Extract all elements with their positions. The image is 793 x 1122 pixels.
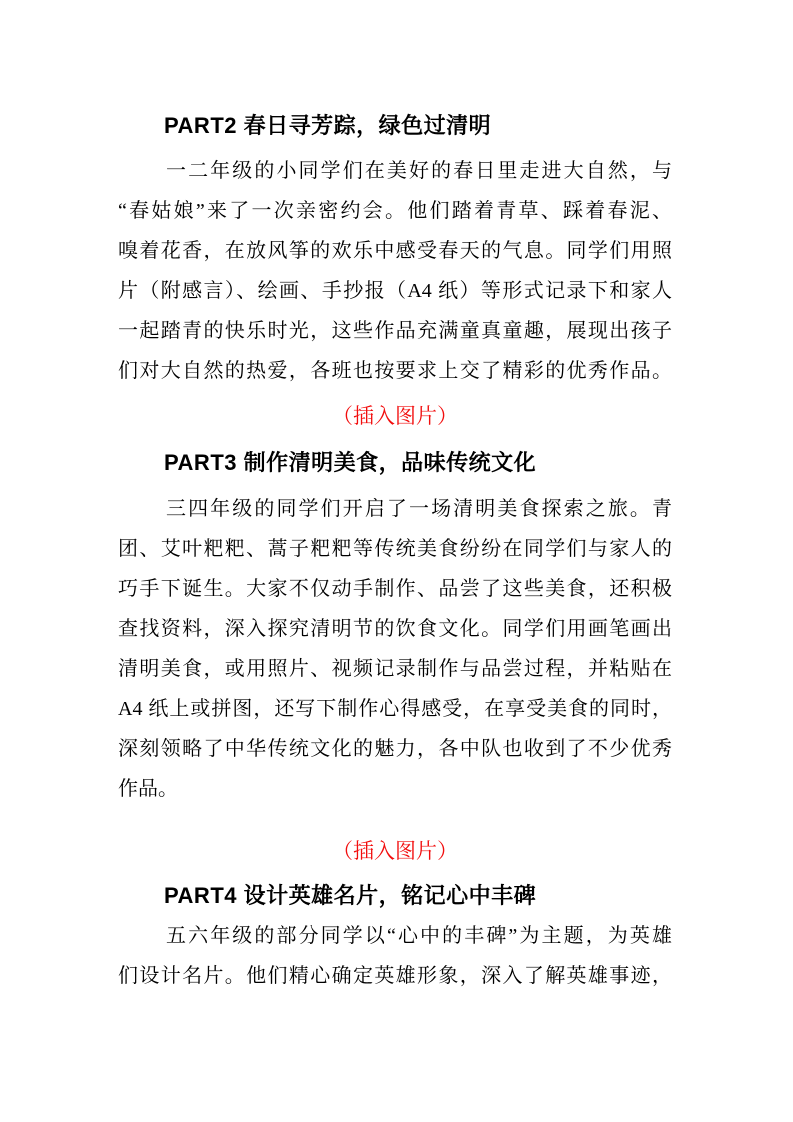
section-heading-part2: PART2 春日寻芳踪，绿色过清明 xyxy=(164,113,492,138)
text-line: 查找资料，深入探究清明节的饮食文化。同学们用画笔画出 xyxy=(118,618,672,640)
text-line: 们对大自然的热爱，各班也按要求上交了精彩的优秀作品。 xyxy=(118,360,672,382)
insert-image-note-1: （插入图片） xyxy=(332,404,458,428)
text-line: 一二年级的小同学们在美好的春日里走进大自然，与 xyxy=(166,160,672,182)
text-line: 嗅着花香，在放风筝的欢乐中感受春天的气息。同学们用照 xyxy=(118,240,672,262)
text-line: 们设计名片。他们精心确定英雄形象，深入了解英雄事迹， xyxy=(118,965,672,987)
paragraph-part3 xyxy=(118,489,672,809)
text-line: A4 纸上或拼图，还写下制作心得感受，在享受美食的同时， xyxy=(118,698,672,720)
text-line: 五六年级的部分同学以“心中的丰碑”为主题，为英雄 xyxy=(166,925,672,947)
text-line: 三四年级的同学们开启了一场清明美食探索之旅。青 xyxy=(166,498,672,520)
text-line: 作品。 xyxy=(118,778,178,800)
paragraph-part4 xyxy=(118,916,672,996)
text-line: 深刻领略了中华传统文化的魅力，各中队也收到了不少优秀 xyxy=(118,738,672,760)
section-heading-part4: PART4 设计英雄名片，铭记心中丰碑 xyxy=(164,883,537,908)
text-line: “春姑娘”来了一次亲密约会。他们踏着青草、踩着春泥、 xyxy=(118,200,672,222)
section-heading-part3: PART3 制作清明美食，品味传统文化 xyxy=(164,450,537,475)
text-line: 团、艾叶粑粑、蒿子粑粑等传统美食纷纷在同学们与家人的 xyxy=(118,538,672,560)
text-line: 片（附感言）、绘画、手抄报（A4 纸）等形式记录下和家人 xyxy=(118,280,672,302)
text-line: 清明美食，或用照片、视频记录制作与品尝过程，并粘贴在 xyxy=(118,658,672,680)
text-line: 巧手下诞生。大家不仅动手制作、品尝了这些美食，还积极 xyxy=(118,578,672,600)
paragraph-part2 xyxy=(118,151,672,391)
insert-image-note-2: （插入图片） xyxy=(332,839,458,863)
text-line: 一起踏青的快乐时光，这些作品充满童真童趣，展现出孩子 xyxy=(118,320,672,342)
